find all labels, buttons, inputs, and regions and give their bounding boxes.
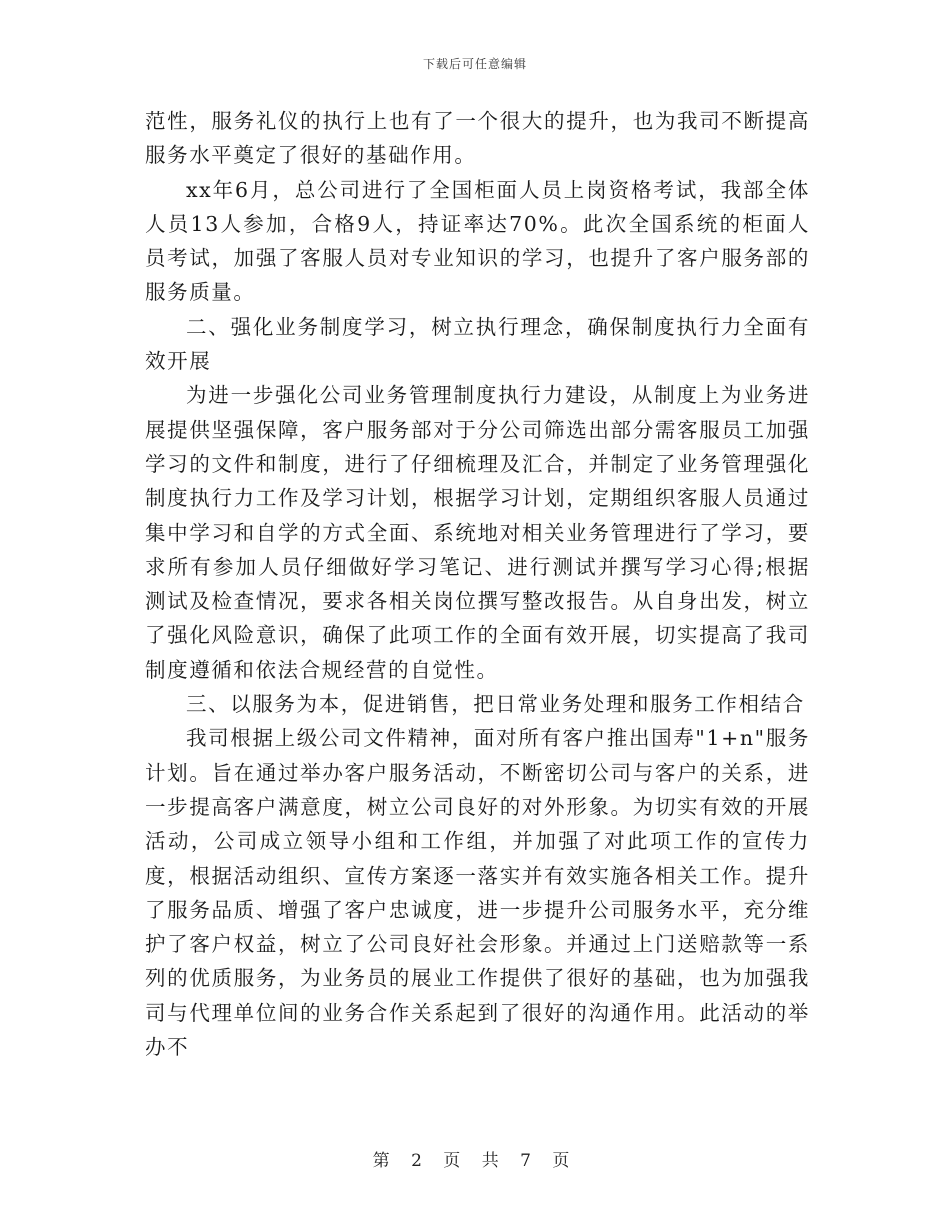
document-body bbox=[145, 104, 810, 1064]
section-heading-2: 二、强化业务制度学习，树立执行理念，确保制度执行力全面有效开展 bbox=[145, 314, 810, 374]
page-number: 第 2 页 共 7 页 bbox=[372, 1151, 578, 1171]
page-header-note: 下载后可任意编辑 bbox=[422, 57, 527, 71]
paragraph-exam: xx年6月，总公司进行了全国柜面人员上岗资格考试，我部全体人员13人参加，合格9人，持证率达70%。此次全国系统的柜面人员考试，加强了客服人员对专业知识的学习，也提升了客户服务部的服务质量。 bbox=[145, 177, 810, 305]
paragraph-system-study: 为进一步强化公司业务管理制度执行力建设，从制度上为业务进展提供坚强保障，客户服务部对于分公司筛选出部分需客服员工加强学习的文件和制度，进行了仔细梳理及汇合，并制定了业务管理强化制度执行力工作及学习计划，根据学习计划，定期组织客服人员通过集中学习和自学的方式全面、系统地对相关业务管理进行了学习，要求所有参加人员仔细做好学习笔记、进行测试并撰写学习心得;根据测试及检查情况，要求各相关岗位撰写整改报告。从自身出发，树立了强化风险意识，确保了此项工作的全面有效开展，切实提高了我司制度遵循和依法合规经营的自觉性。 bbox=[145, 383, 810, 682]
paragraph-service-plan: 我司根据上级公司文件精神，面对所有客户推出国寿"1+n"服务计划。旨在通过举办客户服务活动，不断密切公司与客户的关系，进一步提高客户满意度，树立公司良好的对外形象。为切实有效的开展活动，公司成立领导小组和工作组，并加强了对此项工作的宣传力度，根据活动组织、宣传方案逐一落实并有效实施各相关工作。提升了服务品质、增强了客户忠诚度，进一步提升公司服务水平，充分维护了客户权益，树立了公司良好社会形象。并通过上门送赔款等一系列的优质服务，为业务员的展业工作提供了很好的基础，也为加强我司与代理单位间的业务合作关系起到了很好的沟通作用。此活动的举办不 bbox=[145, 726, 810, 1060]
section-heading-3: 三、以服务为本，促进销售，把日常业务处理和服务工作相结合 bbox=[186, 692, 805, 717]
paragraph-continuation: 范性，服务礼仪的执行上也有了一个很大的提升，也为我司不断提高服务水平奠定了很好的基础作用。 bbox=[145, 109, 810, 168]
